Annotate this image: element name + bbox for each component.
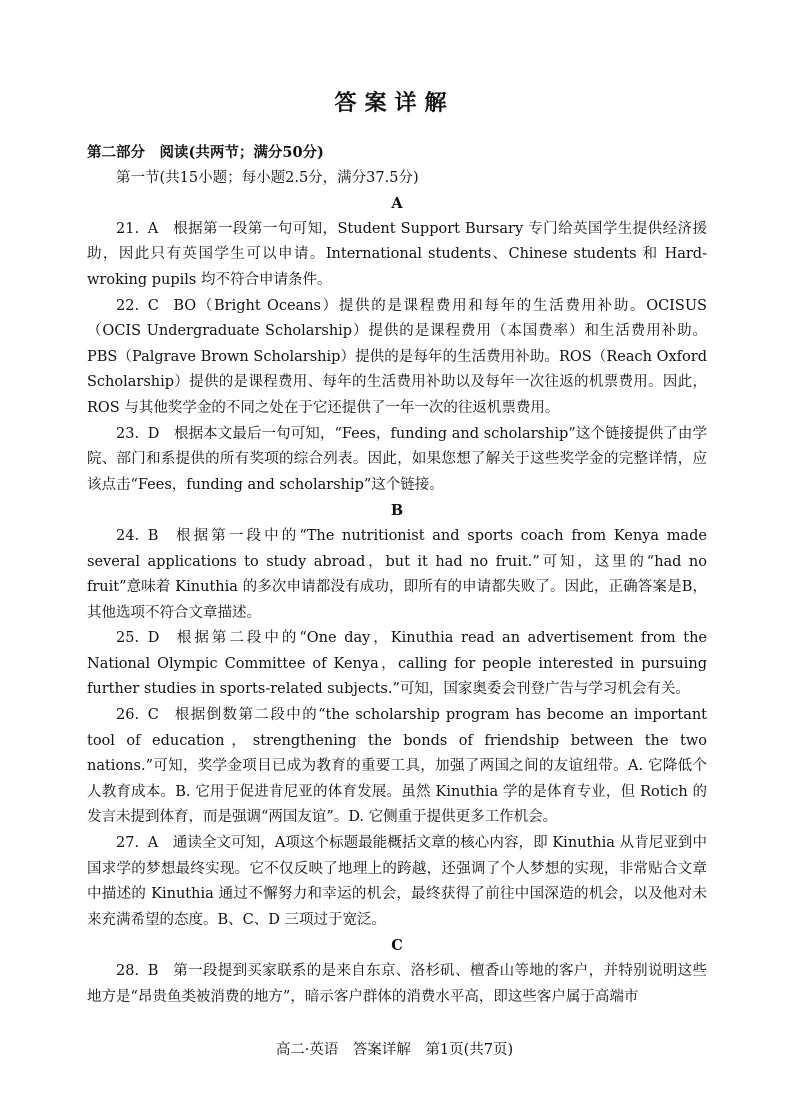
part-heading: 第二部分 阅读(共两节；满分50分) [87, 144, 324, 161]
passage-letter: A [391, 195, 403, 213]
answer-explanation: 根据倒数第二段中的“the scholarship program has become an important tool of education，strengthening the bonds of friendship between the two nations.”可知，奖学金项目已成为教育的重要工具，加强了两国之间的友谊纽带。A. 它降低个人教育成本。B. 它用于促进肯尼亚的体育发展。虽然 Kinuthia 学的是体育专业，但 Rotich 的发言未提到体育，而是强调“两国友谊”。D. 它侧重于提供更多工作机会。 [87, 707, 707, 826]
answer-item [87, 959, 707, 1010]
question-number: 25. [116, 630, 140, 647]
answer-option: A [147, 835, 159, 852]
answer-option: C [147, 707, 159, 724]
question-number: 26. [116, 707, 140, 724]
answer-item [87, 626, 707, 703]
page-title: 答案详解 [334, 90, 455, 116]
answer-explanation: 根据本文最后一句可知，“Fees，funding and scholarship”这个链接提供了由学院、部门和系提供的所有奖项的综合列表。因此，如果您想了解关于这些奖学金的完整详情，应该点击“Fees，funding and scholarship”这个链接。 [87, 425, 707, 493]
answer-option: B [147, 527, 159, 544]
question-number: 23. [116, 425, 140, 442]
answer-item [87, 294, 707, 422]
answer-option: D [147, 630, 160, 647]
answer-option: B [147, 963, 159, 979]
page-footer: 高二·英语 答案详解 第1页(共7页) [275, 1042, 514, 1058]
section-heading: 第一节(共15小题；每小题2.5分，满分37.5分) [116, 169, 419, 186]
passage-letter: C [391, 937, 403, 955]
answer-explanation: BO（Bright Oceans）提供的是课程费用和每年的生活费用补助。OCISUS（OCIS Undergraduate Scholarship）提供的是课程费用（本国费率）和生活费用补助。PBS（Palgrave Brown Scholarship）提供的是每年的生活费用补助。ROS（Reach Oxford Scholarship）提供的是课程费用、每年的生活费用补助以及每年一次往返的机票费用。因此，ROS 与其他奖学金的不同之处在于它还提供了一年一次的往返机票费用。 [87, 297, 707, 416]
answer-explanation: 第一段提到买家联系的是来自东京、洛杉矶、檀香山等地的客户，并特别说明这些地方是“昂贵鱼类被消费的地方”，暗示客户群体的消费水平高，即这些客户属于高端市 [87, 963, 707, 1005]
question-number: 22. [116, 297, 140, 314]
answer-option: C [147, 297, 159, 314]
answer-item [87, 831, 707, 933]
answer-item [87, 422, 707, 499]
document-body [87, 140, 707, 1010]
answer-item [87, 703, 707, 831]
question-number: 21. [116, 220, 140, 237]
answer-explanation: 通读全文可知，A项这个标题最能概括文章的核心内容，即 Kinuthia 从肯尼亚到中国求学的梦想最终实现。它不仅反映了地理上的跨越，还强调了个人梦想的实现，非常贴合文章中描述的 Kinuthia 通过不懈努力和幸运的机会，最终获得了前往中国深造的机会，以及他对未来充满希望的态度。B、C、D 三项过于宽泛。 [87, 835, 707, 928]
answer-option: D [147, 425, 160, 442]
answer-explanation: 根据第一段第一句可知，Student Support Bursary 专门给英国学生提供经济援助，因此只有英国学生可以申请。International students、Chinese students 和 Hard-wroking pupils 均不符合申请条件。 [87, 220, 707, 288]
answer-item [87, 217, 707, 294]
question-number: 24. [116, 527, 140, 544]
answer-option: A [147, 220, 159, 237]
answer-item [87, 524, 707, 626]
answer-explanation: 根据第二段中的“One day，Kinuthia read an advertisement from the National Olympic Committee of Kenya，calling for people interested in pursuing further studies in sports-related subjects.”可知，国家奥委会刊登广告与学习机会有关。 [87, 630, 707, 698]
passage-letter: B [390, 502, 404, 520]
question-number: 28. [116, 963, 140, 979]
question-number: 27. [116, 835, 140, 852]
answer-explanation: 根据第一段中的“The nutritionist and sports coach from Kenya made several applications to study abroad，but it had no fruit.”可知，这里的“had no fruit”意味着 Kinuthia 的多次申请都没有成功，即所有的申请都失败了。因此，正确答案是B，其他选项不符合文章描述。 [87, 527, 707, 621]
